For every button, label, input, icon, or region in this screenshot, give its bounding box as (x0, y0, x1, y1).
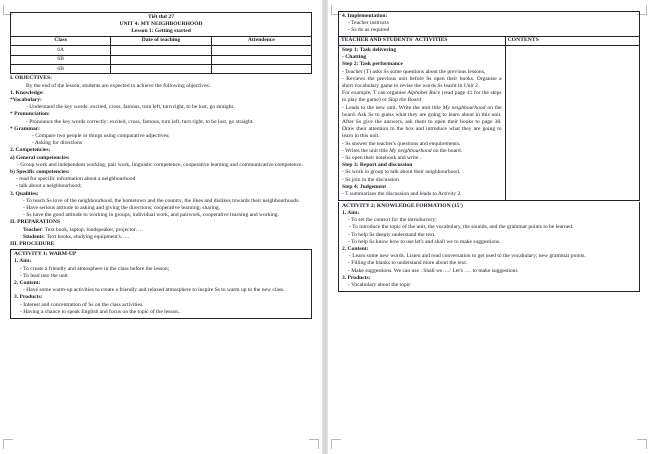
column-header-teacher-students-activities: TEACHER AND STUDENTS' ACTIVITIES (339, 36, 506, 45)
products-item: - Having a chance to speak English and focus on the topic of the lesson.. (20, 308, 181, 315)
preparations-teacher-label: Teacher (23, 226, 42, 233)
table-row (339, 46, 640, 201)
lesson-title-line-3: Lesson 1: Getting started (131, 28, 191, 34)
heading-qualities: 3. Qualities: (10, 190, 39, 197)
content-item: - Make suggestions. We can use : Shall we…./ Let's …. to make suggestions (348, 267, 518, 274)
preparations-teacher (10, 227, 312, 234)
activity-1-title: ACTIVITY 1: WARM-UP (14, 251, 77, 258)
document-page-right (328, 0, 650, 454)
step-1-heading: Step 1: Task delivering (342, 47, 397, 54)
objectives-intro: By the end of the lesson, students are expected to achieve the following objectives: (26, 82, 211, 89)
pronunciation-body: - Pronounce the key words correctly: excited, cross, famous, turn left, turn right, to be lost, go straight. (26, 118, 254, 125)
heading-aim: 1. Aim: (342, 209, 360, 216)
activity-line: - T summarizes the discussion and leads to Activity 2. (342, 191, 462, 198)
column-header-class: Class (11, 36, 111, 45)
activity-line-text: - Reviews the previous unit before Ss open their books. Organise a short vocabulary game to revise the words Ss learnt in (342, 75, 502, 90)
preparations-students-label: Students (23, 233, 44, 240)
products-item: - Interest and concentration of Ss on the class activities. (20, 301, 144, 308)
lesson-title-line-2: UNIT 4: MY NEIGHBOURHOOD (119, 20, 203, 27)
implementation-item: - Teacher instructs (348, 20, 389, 27)
heading-competencies: 2. Competencies: (10, 147, 51, 154)
date-cell[interactable] (111, 64, 211, 73)
specific-competency-item: - talk about a neighbourhood; (16, 183, 82, 190)
heading-products: 3. Products: (14, 294, 43, 301)
activity-1-box (10, 249, 312, 319)
aim-item: - To lead into the unit (20, 272, 68, 279)
left-page-content (0, 0, 322, 454)
lesson-title-line-1: Tiết thứ 27 (147, 13, 175, 20)
lesson-header-table (10, 12, 312, 74)
heading-grammar: * Grammar: (10, 125, 41, 132)
activity-line: - Ss snswer the teacher's questions and enquirements. (342, 140, 461, 147)
activities-table (338, 36, 640, 201)
activity-line (342, 90, 502, 104)
activity-line-tail: on the board. Ask Ss to guess what they are going to learn about in this unit. After Ss give the answers, ask them to open their books to page 38. Draw their attention to the box and introduce what they are going to learn in this unit. (342, 104, 502, 140)
heading-products: 3. Products: (342, 274, 371, 281)
activity-line: - Teacher (T) asks Ss some questions about the previous lessons, (342, 68, 486, 75)
aim-item: - To help Ss know how to use let's and shall we to make suggestions. (348, 238, 501, 245)
activity-2-box (338, 202, 640, 292)
content-item: - Learn some new words. Listen and read conversation to get used to the vocabulary; new grammar points. (349, 253, 586, 260)
aim-item: - To help Ss deeply understand the text. (348, 231, 436, 238)
activity-line-tail: . (477, 83, 480, 90)
reference-my-neighbourhood: My neighbourhood (389, 147, 432, 154)
activity-line: - Ss join in the discussion (342, 176, 399, 183)
activity-line (342, 76, 502, 90)
vocabulary-body: - Understand the key words: excited, cross, famous, turn left, turn right, to be lost, go straight. (26, 104, 235, 111)
aim-item: - To introduce the topic of the unit, the vocabulary, the sounds, and the grammar points to be learned. (349, 224, 574, 231)
right-page-content (328, 0, 650, 454)
document-page-left (0, 0, 322, 454)
aim-item: - To set the context for the introductory; (348, 217, 437, 224)
preparations-teacher-value: : Text book, laptop, loudspeaker, projector…. (41, 226, 143, 233)
heading-pronunciation: * Pronunciation: (10, 111, 50, 118)
table-row (11, 46, 312, 55)
activity-line: - Ss work in group to talk about their neighbourhood. (342, 169, 461, 176)
heading-content: 2. Content: (14, 280, 41, 287)
activity-line: - Ss open their notebook and write . (342, 155, 422, 162)
step-2-heading: Step 2: Task performance (342, 61, 403, 68)
heading-aim: 1. Aim: (14, 258, 32, 265)
heading-procedure: III. PROCEDURE (10, 241, 55, 248)
activity-line (342, 148, 502, 155)
heading-vocabulary: *Vocabulary: (10, 96, 42, 103)
content-item: - Filling the blanks to understand more about the text. (348, 260, 468, 267)
heading-preparations: II. PREPARATIONS (10, 219, 61, 226)
class-cell[interactable]: 6B (11, 64, 111, 73)
date-cell[interactable] (111, 46, 211, 55)
step-3-heading: Step 3: Report and discussion (342, 162, 413, 169)
heading-specific-competencies: b) Specific competencies: (10, 169, 70, 175)
preparations-students (10, 234, 312, 241)
heading-objectives: I. OBJECTIVES: (10, 75, 52, 82)
reference-slap-the-board: Slap the Board (388, 97, 422, 104)
step-1-item: - Chatting (342, 54, 367, 61)
heading-knowledge: 1. Knowledge: (10, 89, 44, 96)
grammar-item: - Compare two people or things using comparative adjectives; (32, 132, 170, 139)
column-header-contents: CONTENTS (505, 36, 639, 45)
reference-my-neighbourhood: My neighbourhood (442, 104, 486, 111)
table-row-columns (11, 36, 312, 45)
table-row-title (11, 13, 312, 37)
class-cell[interactable]: 6B (11, 55, 111, 64)
column-header-attendance: Attendence (211, 36, 311, 45)
attendance-cell[interactable] (211, 64, 311, 73)
table-row (11, 55, 312, 64)
table-row (11, 64, 312, 73)
step-4-heading: Step 4: Judgement (342, 183, 387, 190)
contents-cell[interactable] (505, 46, 639, 201)
activity-line-mid: (read page 41 for the steps to play the game) or (342, 90, 502, 104)
class-cell[interactable]: 6A (11, 46, 111, 55)
reference-unit-3: Unit 3 (463, 83, 478, 90)
lesson-title-cell (11, 13, 312, 37)
heading-implementation: 4. Implementation: (342, 13, 388, 19)
reference-alphabet-race: Alphabet Race (407, 90, 441, 97)
attendance-cell[interactable] (211, 46, 311, 55)
content-body: - Have some warm-up activities to create a friendly and relaxed atmosphere to inspire Ss to warm up to the new class. (23, 287, 285, 294)
implementation-item: - Ss do as required (348, 27, 390, 34)
heading-content: 2. Content: (342, 246, 369, 252)
column-header-date: Date of teaching (111, 36, 211, 45)
activity-2-title: ACTIVITY 2: KNOWLEDGE FORMATION (15') (342, 202, 463, 209)
date-cell[interactable] (111, 55, 211, 64)
activity-line-tail: on the board. (431, 147, 463, 154)
specific-competency-item: - read for specific information about a neighbourhood (16, 176, 136, 183)
activities-cell[interactable] (339, 46, 506, 201)
qualities-item: - To teach Ss love of the neighbourhood, the hometown and the country, the likes and dislikes towards their neighbourhoods. (23, 197, 300, 204)
implementation-box (338, 11, 640, 37)
general-competencies-body: - Group work and independent working, pair work, linguistic competence, cooperative learning and communicative competence. (17, 161, 303, 168)
activity-line-text: - Writes the unit title (342, 147, 390, 154)
activity-line-text: - Leads to the new unit. Write the unit title (342, 104, 443, 111)
preparations-students-value: : Text books, studying equipment's….. (43, 233, 130, 240)
activity-line-text: For example, T can organise (342, 90, 408, 97)
table-row-header (339, 36, 640, 45)
heading-general-competencies: a) General competencies: (10, 154, 70, 161)
attendance-cell[interactable] (211, 55, 311, 64)
grammar-item: - Asking for directions (32, 140, 83, 147)
products-item: - Vocabulary about the topic (348, 282, 411, 289)
aim-item: - To create a friendly and atmosphere in the class before the lesson; (20, 265, 170, 272)
qualities-item: - Ss have the good attitude to working in groups, individual work, and pairwork, cooperative learning and working. (23, 212, 279, 219)
qualities-item: - Have serious attitude to asking and giving the directions; cooperative learning; sharing. (23, 205, 221, 212)
activity-line (342, 105, 502, 141)
